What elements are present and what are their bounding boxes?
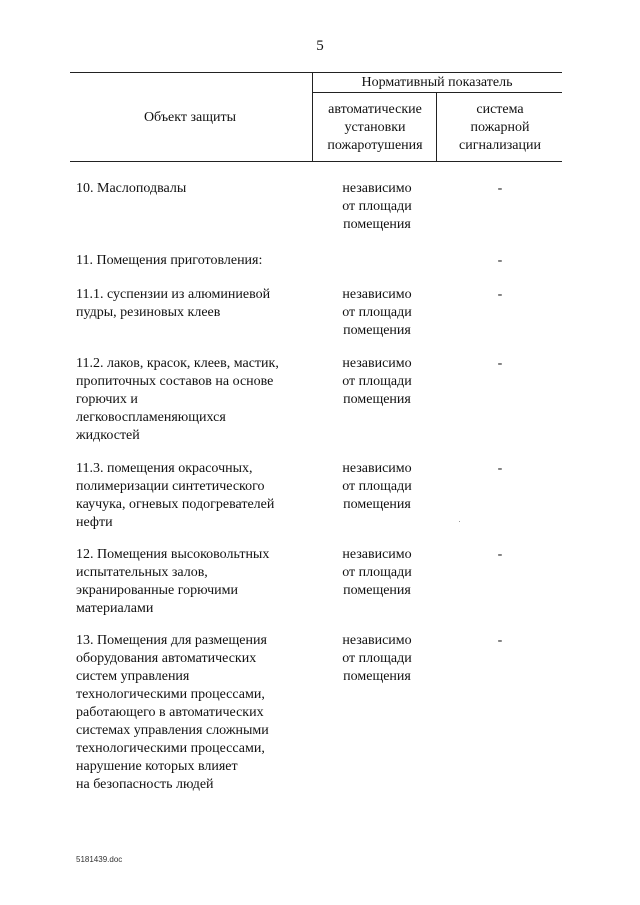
row-alarm: -: [497, 356, 503, 371]
header-top-rule: [70, 72, 562, 73]
row-object: 11.1. суспензии из алюминиевой пудры, резиновых клеев: [76, 287, 271, 320]
row-object: 10. Маслоподвалы: [76, 181, 187, 196]
row-object: 11.2. лаков, красок, клеев, мастик, пропиточных составов на основе горючих и легковоспламеняющихся жидкостей: [76, 356, 279, 443]
row-auto: независимо от площади помещения: [342, 356, 412, 407]
row-object: 11. Помещения приготовления:: [76, 253, 263, 268]
row-alarm: -: [497, 547, 503, 562]
header-alarm-label: система пожарной сигнализации: [459, 102, 541, 153]
row-alarm: -: [497, 181, 503, 196]
norm-column-divider: [436, 92, 437, 162]
row-alarm: -: [497, 461, 503, 476]
row-alarm: -: [497, 633, 503, 648]
row-object: 11.3. помещения окрасочных, полимеризации синтетического каучука, огневых подогревателей нефти: [76, 461, 275, 530]
header-bottom-rule: [70, 161, 562, 162]
norm-divider-rule: [312, 92, 562, 93]
scan-speck: [459, 521, 460, 522]
header-norm-label: Нормативный показатель: [361, 75, 513, 90]
row-auto: независимо от площади помещения: [342, 287, 412, 338]
row-auto: независимо от площади помещения: [342, 633, 412, 684]
row-auto: независимо от площади помещения: [342, 461, 412, 512]
page-number: 5: [316, 38, 324, 54]
row-alarm: -: [497, 253, 503, 268]
row-auto: независимо от площади помещения: [342, 181, 412, 232]
document-filename: 5181439.doc: [76, 855, 123, 864]
row-alarm: -: [497, 287, 503, 302]
header-object-label: Объект защиты: [143, 110, 237, 125]
row-object: 12. Помещения высоковольтных испытательных залов, экранированные горючими материалами: [76, 547, 270, 616]
header-auto-label: автоматические установки пожаротушения: [327, 102, 423, 153]
row-auto: независимо от площади помещения: [342, 547, 412, 598]
row-object: 13. Помещения для размещения оборудования автоматических систем управления технологическими процессами, работающего в автоматических системах управления сложными технологическими процессами, нарушение которых влияет на безопасность людей: [76, 633, 269, 792]
